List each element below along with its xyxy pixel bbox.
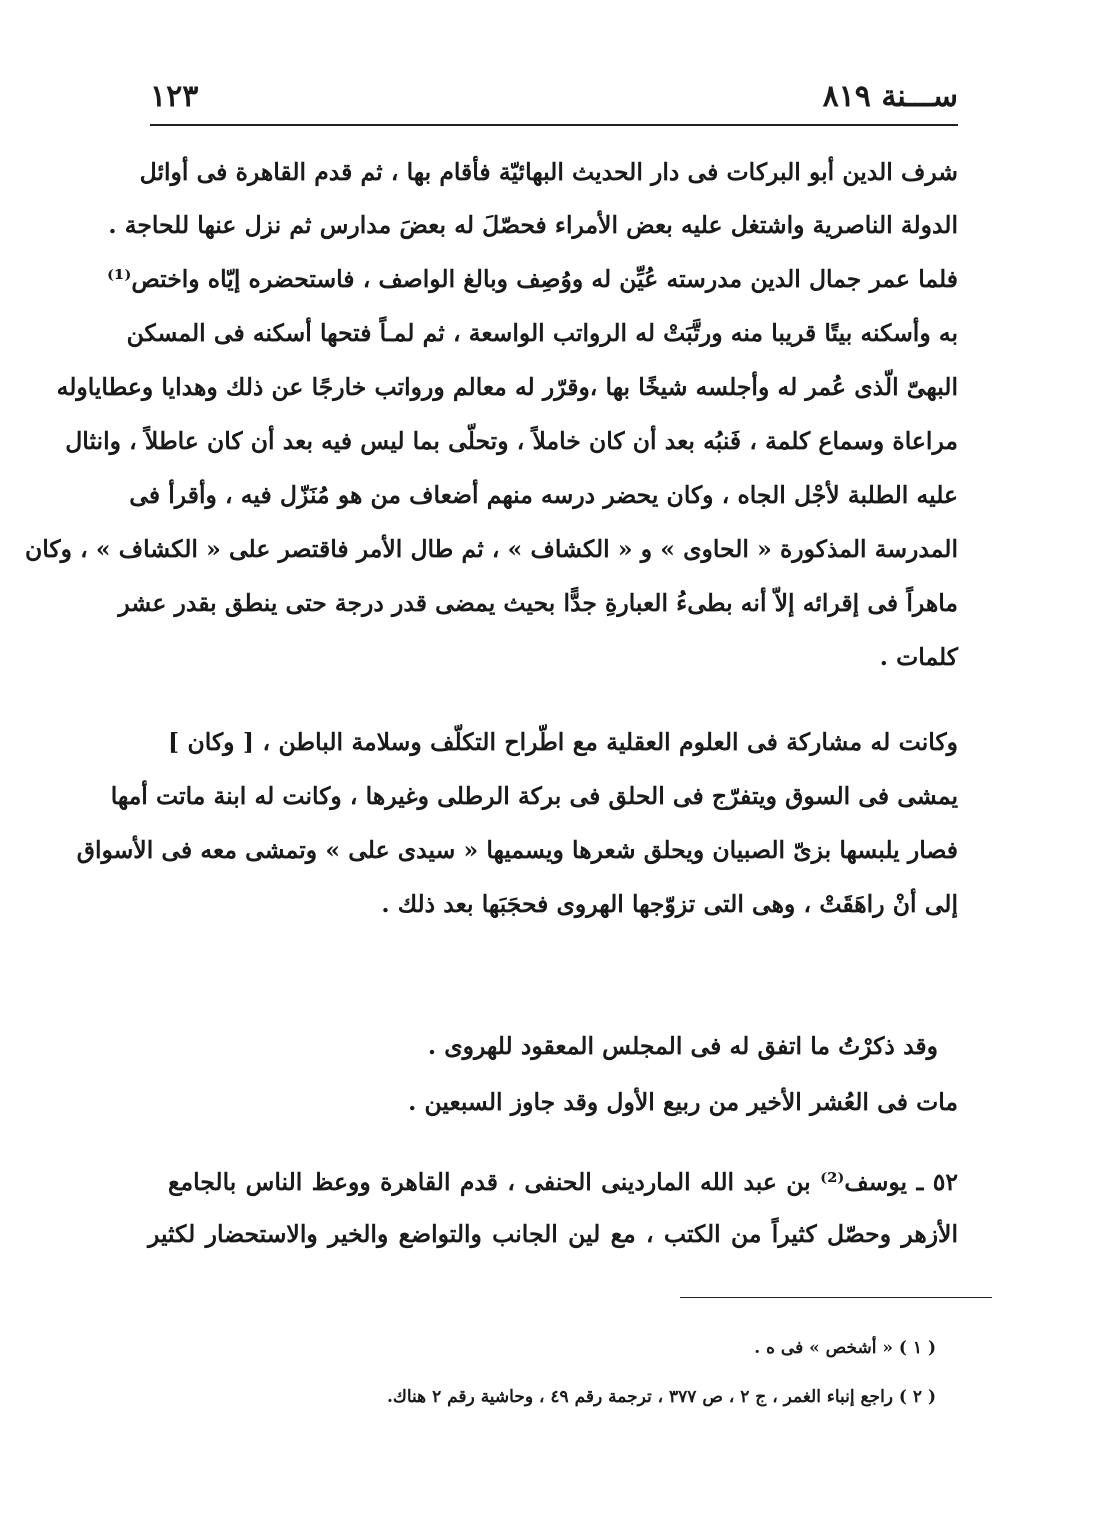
text-line: وقد ذكرْتُ ما اتفق له فى المجلس المعقود للهروى . [427,1032,938,1060]
header-page-number: ١٢٣ [150,78,199,114]
text-line: الأزهر وحصّل كثيراً من الكتب ، مع لين الجانب والتواضع والخير والاستحضار لكثير [148,1220,958,1248]
text-line: ماهراً فى إقرائه إلاّ أنه بطىءُ العبارةِ جدًّا بحيث يمضى قدر درجة حتى ينطق بقدر عشر [118,589,958,617]
text-line: يمشى فى السوق ويتفرّج فى الحلق فى بركة الرطلى وغيرها ، وكانت له ابنة ماتت أمها [110,782,958,810]
text-line: شرف الدين أبو البركات فى دار الحديث البهائيّة فأقام بها ، ثم قدم القاهرة فى أوائل [139,158,958,186]
text-line: وكانت له مشاركة فى العلوم العقلية مع اطّراح التكلّف وسلامة الباطن ، [ وكان ] [168,728,958,756]
running-header [150,72,958,120]
text-line: ٥٢ ـ يوسف⁽²⁾ بن عبد الله الماردينى الحنفى ، قدم القاهرة ووعظ الناس بالجامع [168,1168,958,1196]
text-line: فلما عمر جمال الدين مدرسته عُيِّن له ووُصِف وبالغ الواصف ، فاستحضره إيّاه واختص⁽¹⁾ [107,265,958,293]
header-year: ســـنة ٨١٩ [822,78,958,114]
footnote-1: ( ١ ) « أشخص » فى ه . [754,1338,936,1358]
header-divider [150,124,958,126]
footnote-divider [680,1297,992,1298]
text-line: عليه الطلبة لأجْل الجاه ، وكان يحضر درسه منهم أضعاف من هو مُنَزّل فيه ، وأقرأ فى [129,481,958,509]
text-line: كلمات . [879,643,958,671]
text-line: فصار يلبسها بزىّ الصبيان ويحلق شعرها ويسميها « سيدى على » وتمشى معه فى الأسواق [76,836,958,864]
footnote-2: ( ٢ ) راجع إنباء الغمر ، ج ٢ ، ص ٣٧٧ ، ترجمة رقم ٤٩ ، وحاشية رقم ٢ هناك. [386,1387,936,1407]
text-line: الدولة الناصرية واشتغل عليه بعض الأمراء فحصّلَ له بعضَ مدارس ثم نزل عنها للحاجة . [108,211,958,239]
text-line: مات فى العُشر الأخير من ربيع الأول وقد جاوز السبعين . [408,1088,958,1116]
text-line: إلى أنْ راهَقَتْ ، وهى التى تزوّجها الهروى فحجَبَها بعد ذلك . [381,890,958,918]
text-line: مراعاة وسماع كلمة ، فَنبُه بعد أن كان خاملاً ، وتحلّى بما ليس فيه بعد أن كان عاطلاً ، وانثال [65,427,958,455]
text-line: به وأسكنه بيتًا قريبا منه ورتَّبَتْ له الرواتب الواسعة ، ثم لمـاً فتحها أسكنه فى المسكن [126,319,958,347]
text-line: البهىّ الّذى عُمر له وأجلسه شيخًا بها ،وقرّر له معالم ورواتب خارجًا عن ذلك وهدايا وعطاياوله [56,373,958,401]
text-line: المدرسة المذكورة « الحاوى » و « الكشاف » ، ثم طال الأمر فاقتصر على « الكشاف » ، وكان [24,535,958,563]
